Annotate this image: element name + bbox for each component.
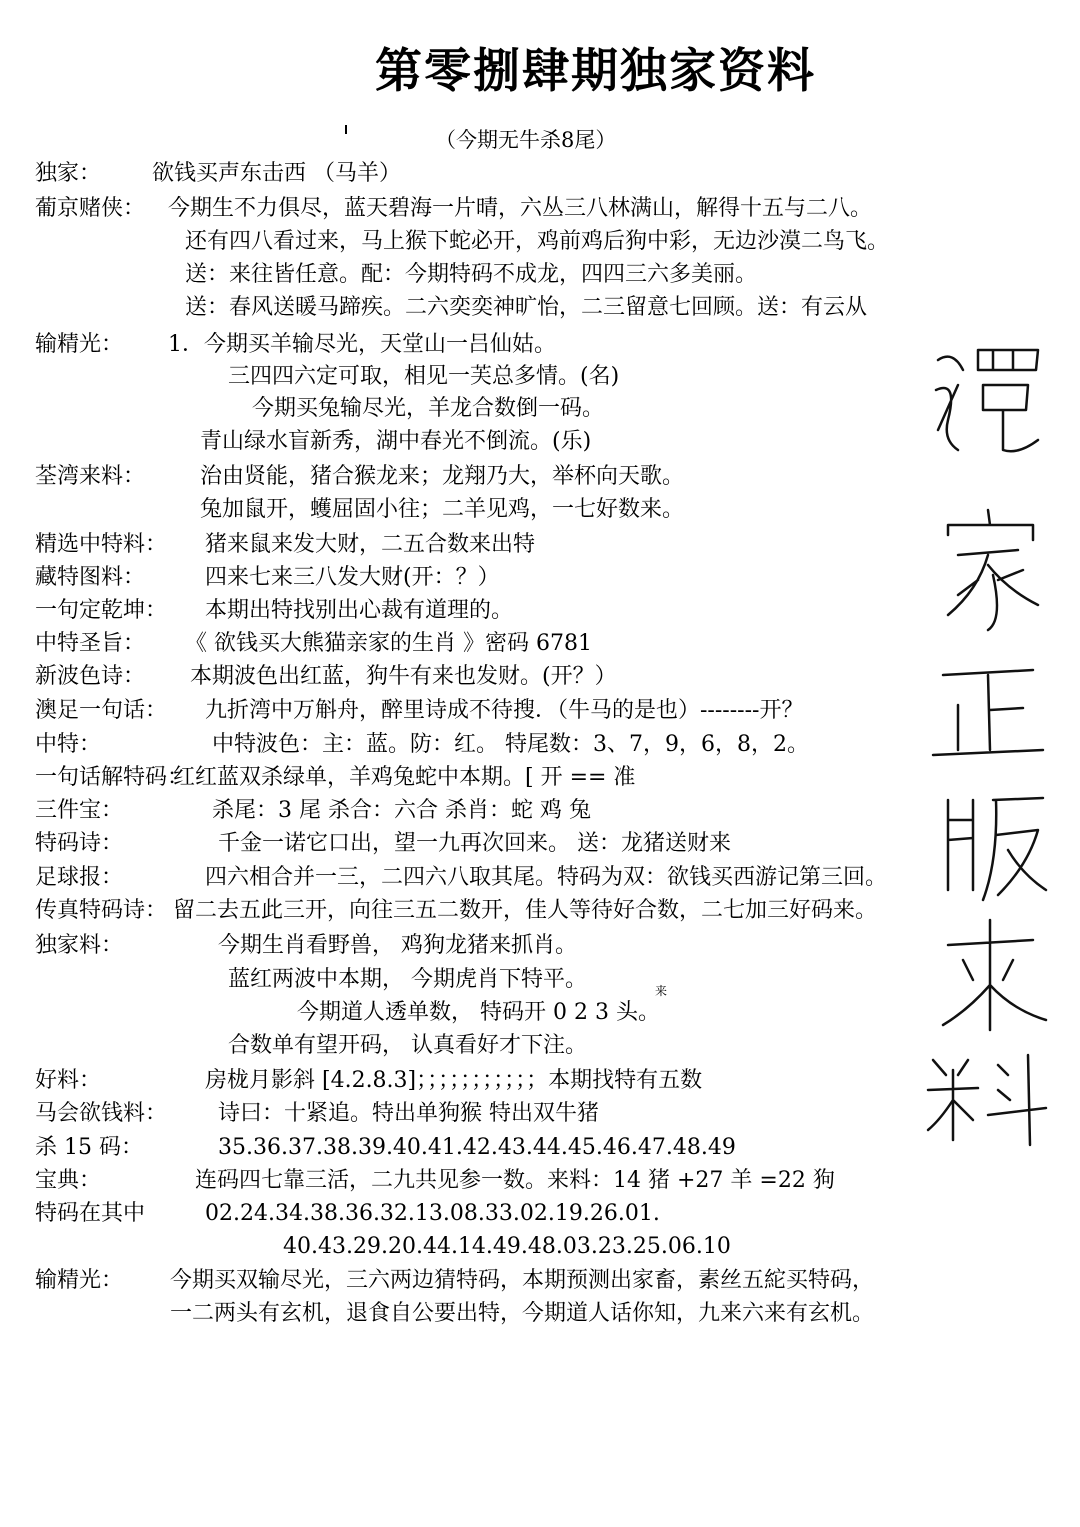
line-text: 今期买兔输尽光，羊龙合数倒一码。 [252, 396, 605, 421]
line-label: 葡京赌侠： [35, 196, 146, 221]
line-text: 中特波色：主：蓝。防：红。 特尾数：3、7，9，6，8，2。 [212, 732, 809, 757]
line-text: 40.43.29.20.44.14.49.48.03.23.25.06.10 [283, 1234, 731, 1259]
line-text: 还有四八看过来，马上猴下蛇必开，鸡前鸡后狗中彩，无边沙漠二鸟飞。 [185, 229, 890, 254]
line-label: 新波色诗： [35, 664, 146, 689]
line-text: 杀尾：3 尾 杀合：六合 杀肖：蛇 鸡 兔 [212, 798, 591, 823]
line-text: 千金一诺它口出，望一九再次回来。 送：龙猪送财来 [218, 831, 731, 856]
line-text: 猪来鼠来发大财，二五合数来出特 [205, 532, 536, 557]
line-label: 马会欲钱料： [35, 1101, 168, 1126]
line-text: 欲钱买声东击西 （马羊） [152, 161, 401, 186]
page-subtitle: （今期无牛杀8尾） [435, 128, 617, 152]
line-text: 合数单有望开码， 认真看好才下注。 [228, 1033, 587, 1058]
line-label: 传真特码诗： [35, 898, 168, 923]
line-text: 三四四六定可取，相见一芙总多情。(名) [228, 364, 620, 389]
line-label: 特码在其中 [35, 1201, 146, 1226]
page-title: 第零捌肆期独家资料 [375, 44, 816, 99]
line-text: 留二去五此三开，向往三五二数开，佳人等待好合数，二七加三好码来。 [173, 898, 878, 923]
line-text: 四来七来三八发大财(开：？） [205, 565, 500, 590]
line-label: 宝典： [35, 1168, 102, 1193]
line-text: 房栊月影斜 [4.2.8.3]；；；；；；；；；；；本期找特有五数 [205, 1068, 703, 1093]
line-text: 诗曰：十紧追。特出单狗猴 特出双牛猪 [218, 1101, 599, 1126]
line-text: 九折湾中万斛舟，醉里诗成不待搜．（牛马的是也）--------开？ [205, 698, 804, 723]
line-text: 今期道人透单数， 特码开 0 2 3 头。 [297, 1000, 660, 1025]
speck-mark [345, 125, 347, 134]
line-label: 澳足一句话： [35, 698, 168, 723]
line-text: 今期生肖看野兽， 鸡狗龙猪来抓肖。 [218, 933, 577, 958]
line-label: 藏特图料： [35, 565, 146, 590]
line-text: 一二两头有玄机，退食自公要出特，今期道人话你知，九来六来有玄机。 [170, 1301, 875, 1326]
handwritten-stamp-svg [918, 330, 1058, 1150]
line-label: 一句话解特码： [35, 765, 190, 790]
line-text: 蓝红两波中本期， 今期虎肖下特平。 [228, 967, 587, 992]
line-label: 独家料： [35, 933, 124, 958]
line-label: 独家： [35, 161, 102, 186]
small-mark: 来 [655, 984, 668, 998]
line-text: 送：来往皆任意。配：今期特码不成龙，四四三六多美丽。 [185, 262, 758, 287]
line-label: 特码诗： [35, 831, 124, 856]
line-text: 兔加鼠开，蠖屈固小往；二羊见鸡，一七好数来。 [200, 497, 685, 522]
line-label: 中特圣旨： [35, 631, 146, 656]
line-label: 中特： [35, 732, 102, 757]
line-label: 三件宝： [35, 798, 124, 823]
line-text: 02.24.34.38.36.32.13.08.33.02.19.26.01. [205, 1201, 660, 1226]
line-text: 青山绿水盲新秀，湖中春光不倒流。(乐) [200, 429, 592, 454]
line-label: 足球报： [35, 865, 124, 890]
line-text: 1．今期买羊输尽光，天堂山一吕仙姑。 [168, 332, 556, 357]
line-text: 连码四七靠三活，二九共见参一数。来料：14 猪 +27 羊 =22 狗 [195, 1168, 835, 1193]
line-text: 本期出特找别出心裁有道理的。 [205, 598, 514, 623]
line-text: 送：春风送暖马蹄疾。二六奕奕神旷怡，二三留意七回顾。送：有云从 [185, 295, 868, 320]
line-text: 今期买双输尽光，三六两边猜特码，本期预测出家畜，素丝五紽买特码， [170, 1268, 875, 1293]
line-text: 本期波色出红蓝，狗牛有来也发财。(开？） [190, 664, 617, 689]
line-label: 输精光： [35, 1268, 124, 1293]
line-text: 治由贤能，猪合猴龙来；龙翔乃大，举杯向天歌。 [200, 464, 685, 489]
line-label: 杀 15 码： [35, 1135, 143, 1160]
line-label: 输精光： [35, 332, 124, 357]
line-text: 35.36.37.38.39.40.41.42.43.44.45.46.47.48.49 [218, 1135, 736, 1160]
line-text: 《 欲钱买大熊猫亲家的生肖 》密码 6781 [185, 631, 592, 656]
handwritten-stamp [918, 330, 1058, 1150]
line-text: 红红蓝双杀绿单，羊鸡兔蛇中本期。[ 开 == 准 [173, 765, 636, 790]
line-label: 精选中特料： [35, 532, 168, 557]
line-text: 今期生不力俱尽，蓝天碧海一片晴，六丛三八林满山，解得十五与二八。 [168, 196, 873, 221]
line-label: 好料： [35, 1068, 102, 1093]
line-label: 一句定乾坤： [35, 598, 168, 623]
line-text: 四六相合并一三，二四六八取其尾。特码为双：欲钱买西游记第三回。 [205, 865, 888, 890]
line-label: 荃湾来料： [35, 464, 146, 489]
